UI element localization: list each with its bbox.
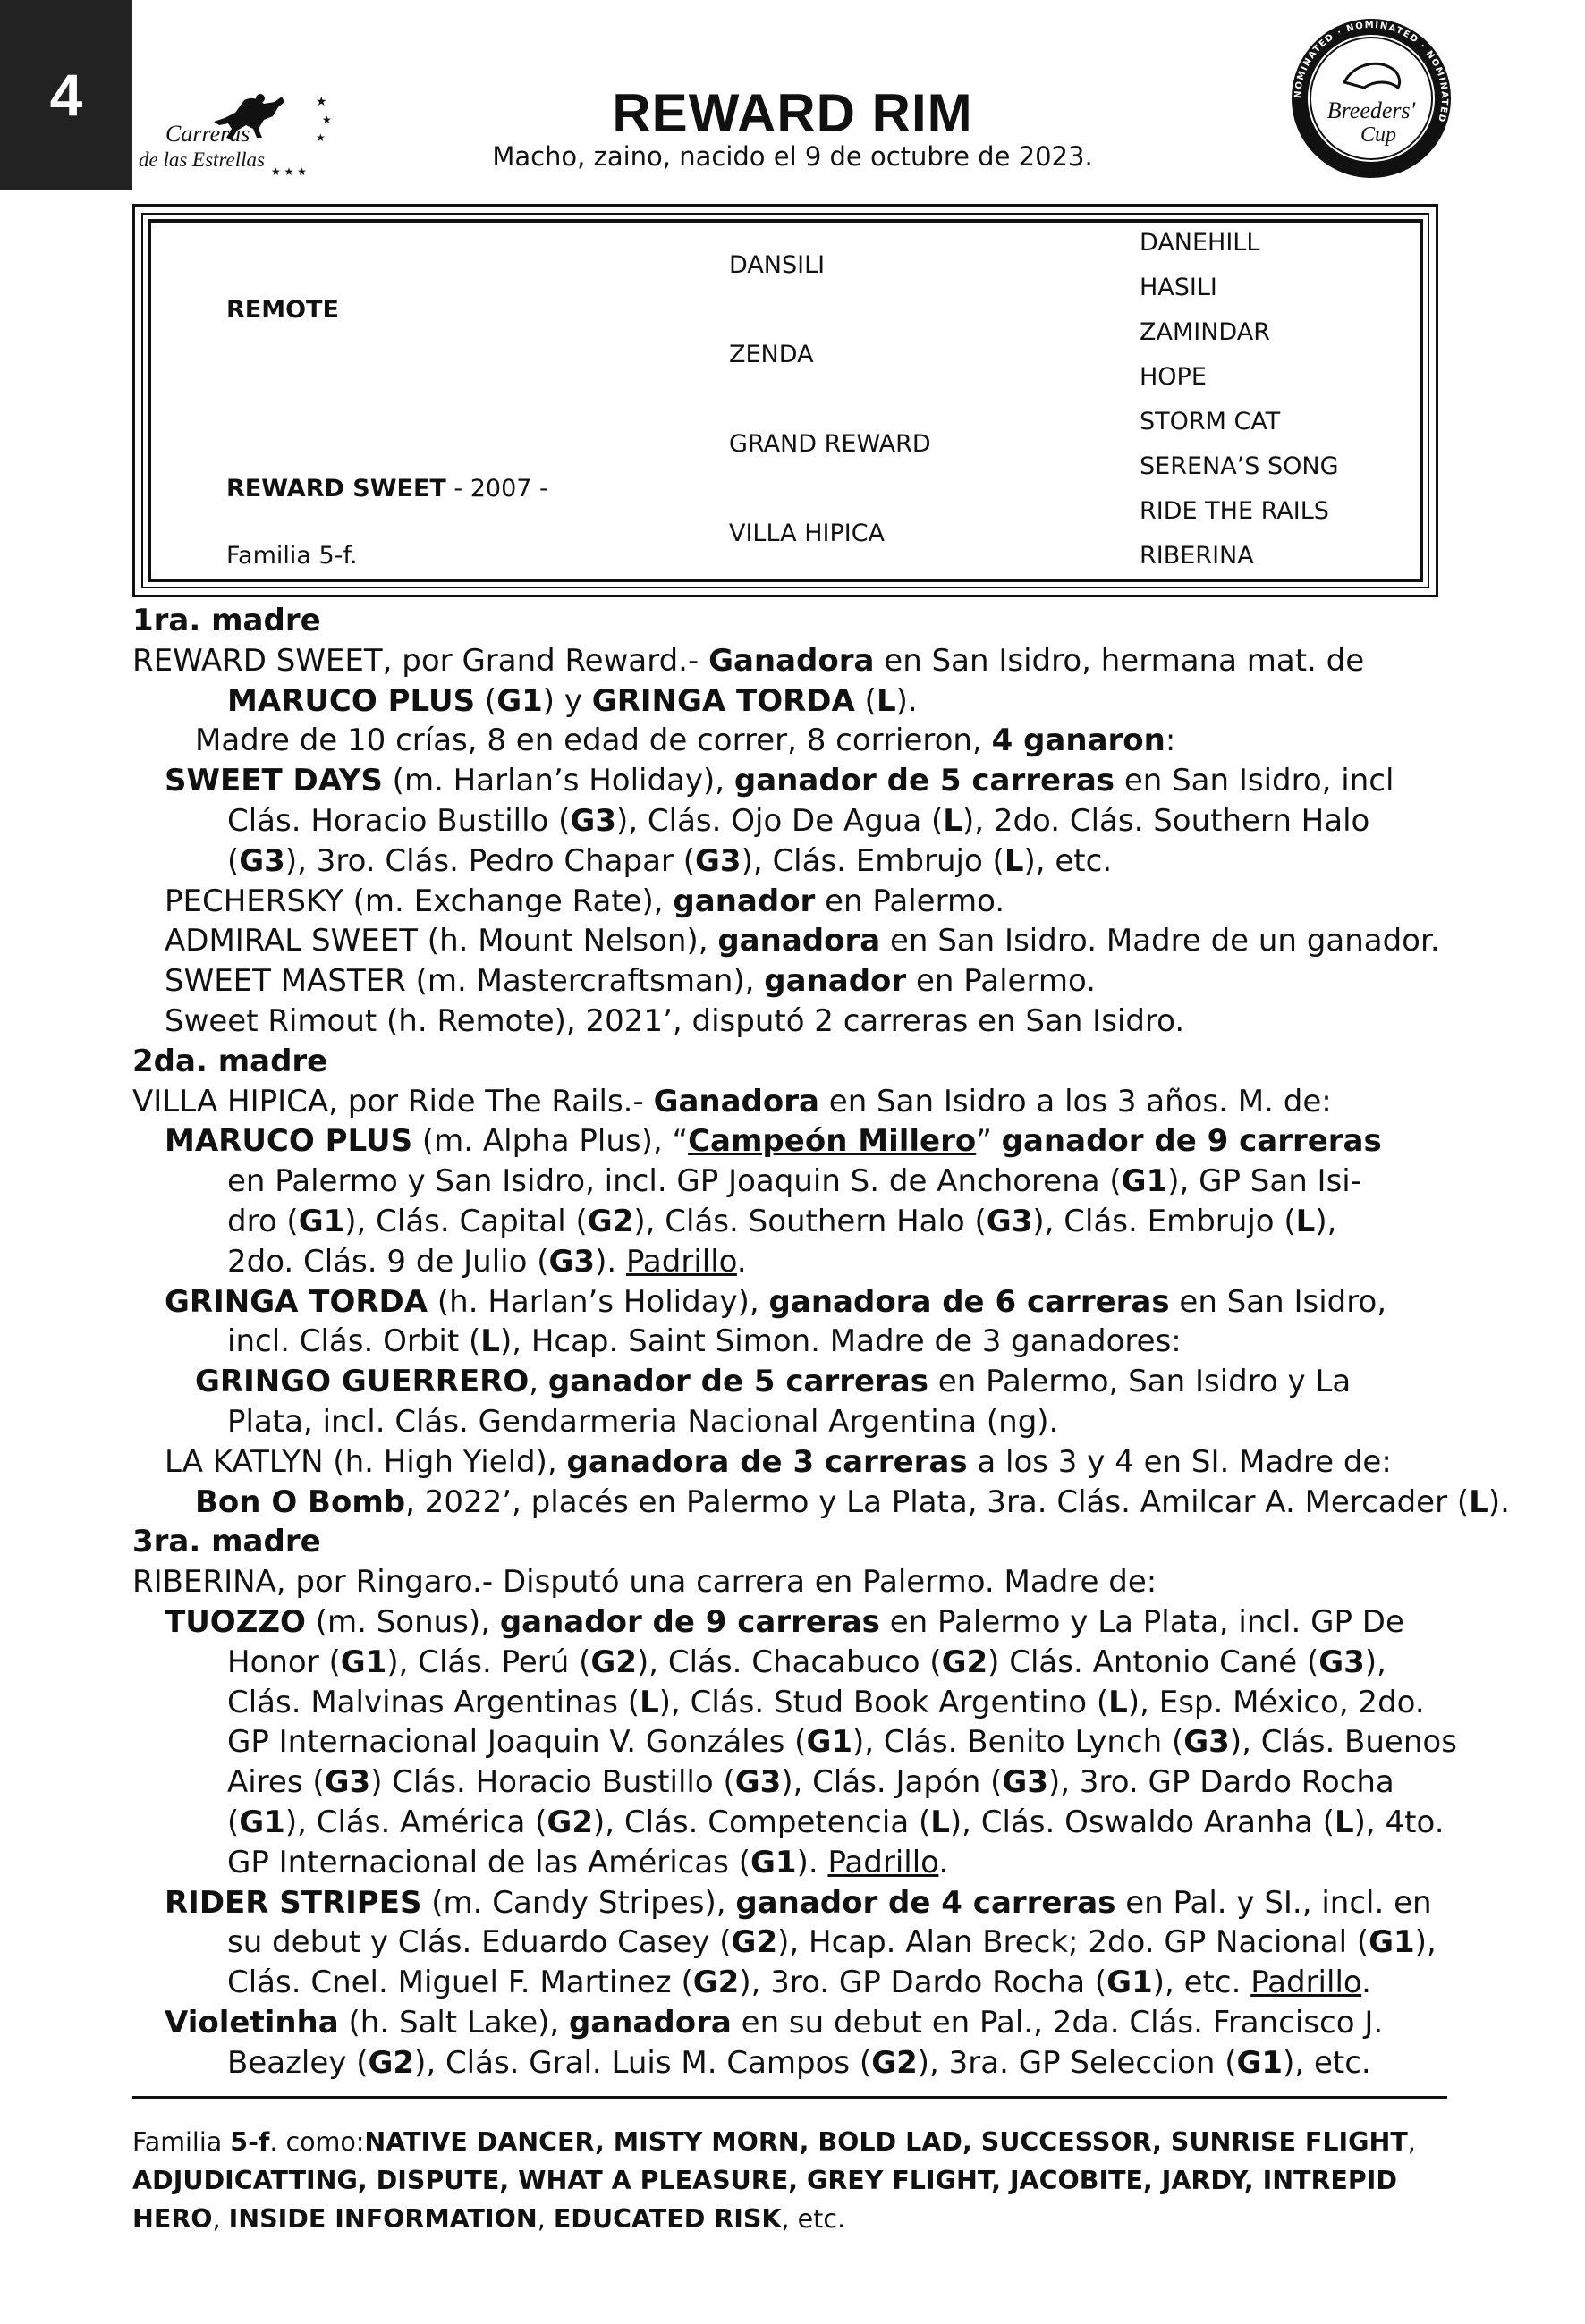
text-segment: Familia bbox=[132, 2127, 231, 2157]
text-segment: G3 bbox=[239, 842, 285, 879]
pedigree-great-grandparent: DANEHILL bbox=[1140, 229, 1260, 257]
text-segment: ), Clás. Oswaldo Aranha ( bbox=[949, 1804, 1335, 1840]
text-segment: (m. Sonus), bbox=[305, 1603, 500, 1640]
text-line bbox=[132, 1162, 1447, 1202]
text-segment: G2 bbox=[587, 1203, 634, 1239]
text-segment: ), etc. bbox=[1152, 1965, 1251, 2001]
pedigree-sire: REMOTE bbox=[226, 296, 339, 324]
text-segment: G1 bbox=[340, 1644, 387, 1680]
text-line bbox=[132, 1963, 1447, 2003]
horse-description: Macho, zaino, nacido el 9 de octubre de 2023. bbox=[492, 141, 1093, 172]
text-segment: L bbox=[1004, 842, 1024, 879]
text-segment: en San Isidro a los 3 años. M. de: bbox=[818, 1083, 1332, 1120]
text-segment: ganadora bbox=[717, 923, 881, 959]
text-segment: Aires ( bbox=[227, 1764, 325, 1801]
text-segment: en San Isidro, bbox=[1169, 1283, 1387, 1320]
text-segment: Honor ( bbox=[227, 1644, 341, 1680]
text-segment: 1ra. madre bbox=[132, 603, 321, 638]
text-segment: ganador de 5 carreras bbox=[547, 1364, 928, 1400]
text-segment: Padrillo bbox=[1250, 1965, 1362, 2001]
text-segment: GP Internacional de las Américas ( bbox=[227, 1844, 750, 1880]
text-segment: ), GP San Isi- bbox=[1167, 1163, 1362, 1200]
text-segment: L bbox=[930, 1804, 950, 1840]
text-segment: L bbox=[1295, 1203, 1316, 1239]
text-segment: Clás. Horacio Bustillo ( bbox=[227, 802, 571, 839]
text-segment: ( bbox=[854, 682, 877, 719]
text-segment: GP Internacional Joaquin V. Gonzáles ( bbox=[227, 1724, 807, 1761]
text-segment: G2 bbox=[731, 1924, 778, 1961]
text-segment: INSIDE INFORMATION bbox=[228, 2204, 538, 2234]
text-segment: ganador bbox=[673, 883, 816, 919]
text-line bbox=[132, 1562, 1447, 1602]
text-segment: Clás. Malvinas Argentinas ( bbox=[227, 1684, 640, 1720]
text-segment: Beazley ( bbox=[227, 2044, 369, 2081]
text-segment: , 2022’, placés en Palermo y La Plata, 3ra. Clás. Amilcar A. Mercader ( bbox=[405, 1483, 1470, 1520]
text-segment: SWEET DAYS bbox=[165, 763, 383, 799]
text-line bbox=[132, 1322, 1447, 1362]
text-segment: G3 bbox=[694, 842, 742, 879]
text-segment: en su debut en Pal., 2da. Clás. Francisco J. bbox=[731, 2004, 1384, 2041]
text-segment: ), bbox=[1414, 1924, 1437, 1961]
footer-line bbox=[132, 2161, 1456, 2200]
text-segment: ganador bbox=[764, 963, 907, 1000]
text-segment: ( bbox=[227, 1804, 240, 1840]
text-segment: L bbox=[1334, 1804, 1354, 1840]
text-line bbox=[132, 641, 1447, 681]
seal-ring-text: NOMINATED · NOMINATED · NOMINATED bbox=[1293, 20, 1450, 124]
text-segment: (m. Candy Stripes), bbox=[421, 1884, 736, 1921]
seal-line1: Breeders' bbox=[1326, 97, 1416, 123]
text-segment: L bbox=[1469, 1483, 1488, 1520]
lot-number: 4 bbox=[0, 0, 132, 190]
text-line bbox=[132, 1803, 1447, 1843]
pedigree-grandparent: DANSILI bbox=[729, 251, 826, 279]
pedigree-great-grandparent: SERENA’S SONG bbox=[1140, 452, 1339, 480]
text-segment: G3 bbox=[986, 1203, 1033, 1239]
text-segment: ganadora de 6 carreras bbox=[768, 1283, 1170, 1320]
text-segment: TUOZZO bbox=[165, 1603, 306, 1640]
text-segment: G1 bbox=[239, 1804, 285, 1840]
produce-record bbox=[132, 601, 1510, 2083]
family-footer bbox=[132, 2123, 1456, 2238]
text-segment: L bbox=[943, 802, 962, 839]
text-line bbox=[132, 1483, 1510, 1523]
text-line bbox=[132, 1602, 1447, 1643]
text-segment: ), Clás. Gral. Luis M. Campos ( bbox=[414, 2044, 872, 2081]
text-segment: ). bbox=[796, 1844, 828, 1880]
text-segment: en Palermo y La Plata, incl. GP De bbox=[879, 1603, 1404, 1640]
text-segment: MARUCO PLUS bbox=[227, 682, 476, 719]
section-heading bbox=[132, 1522, 1447, 1562]
text-segment: (m. Alpha Plus), “ bbox=[412, 1123, 689, 1160]
text-line bbox=[132, 1121, 1447, 1162]
text-segment: 2do. Clás. 9 de Julio ( bbox=[227, 1243, 549, 1280]
text-segment: G1 bbox=[496, 682, 543, 719]
text-segment: RIBERINA, por Ringaro.- Disputó una carrera en Palermo. Madre de: bbox=[132, 1564, 1157, 1601]
text-segment: G1 bbox=[1121, 1163, 1168, 1200]
text-segment: ), Clás. Capital ( bbox=[344, 1203, 588, 1239]
divider bbox=[132, 2096, 1447, 2099]
text-segment: 2da. madre bbox=[132, 1043, 328, 1079]
horse-name: REWARD RIM bbox=[612, 83, 973, 143]
text-segment: REWARD SWEET, por Grand Reward.- bbox=[132, 642, 709, 679]
svg-text:★: ★ bbox=[316, 131, 326, 144]
text-segment: . bbox=[736, 1243, 747, 1280]
text-line bbox=[132, 1402, 1447, 1442]
text-line bbox=[132, 2043, 1447, 2083]
text-segment: ), Clás. Buenos bbox=[1229, 1724, 1457, 1761]
text-segment: G2 bbox=[368, 2044, 415, 2081]
text-segment: ), etc. bbox=[1283, 2044, 1371, 2081]
text-line bbox=[132, 1001, 1447, 1042]
text-segment: Padrillo bbox=[827, 1844, 939, 1880]
text-segment: , bbox=[537, 2204, 554, 2234]
text-segment: ), 2do. Clás. Southern Halo bbox=[962, 802, 1370, 839]
text-segment: ) Clás. Antonio Cané ( bbox=[987, 1644, 1319, 1680]
text-segment: G2 bbox=[871, 2044, 918, 2081]
pedigree-dam: REWARD SWEET - 2007 - bbox=[226, 475, 548, 503]
text-segment: ” bbox=[976, 1123, 1002, 1160]
text-segment: G1 bbox=[298, 1203, 345, 1239]
text-line bbox=[132, 1202, 1447, 1242]
text-segment: ganadora de 3 carreras bbox=[566, 1443, 968, 1480]
text-line bbox=[132, 1722, 1457, 1762]
text-segment: ). bbox=[895, 682, 918, 719]
text-segment: Ganadora bbox=[708, 642, 875, 679]
text-line bbox=[132, 681, 1447, 722]
svg-text:★: ★ bbox=[322, 114, 332, 126]
text-segment: ganador de 9 carreras bbox=[1001, 1123, 1382, 1160]
pedigree-grandparent: VILLA HIPICA bbox=[729, 520, 886, 547]
text-segment: ), Clás. Embrujo ( bbox=[741, 842, 1004, 879]
text-segment: ), 4to. bbox=[1353, 1804, 1445, 1840]
text-segment: EDUCATED RISK bbox=[553, 2204, 782, 2234]
text-line bbox=[132, 921, 1447, 961]
pedigree-great-grandparent: HASILI bbox=[1140, 274, 1217, 301]
text-segment: , etc. bbox=[781, 2204, 846, 2234]
text-segment: ), Clás. Southern Halo ( bbox=[633, 1203, 987, 1239]
logo-line1: Carreras bbox=[165, 121, 250, 147]
text-segment: en Palermo. bbox=[906, 963, 1096, 1000]
text-segment: en San Isidro, hermana mat. de bbox=[874, 642, 1365, 679]
text-segment: Bon O Bomb bbox=[195, 1483, 406, 1520]
text-segment: GRINGO GUERRERO bbox=[195, 1364, 530, 1400]
text-segment: ) Clás. Horacio Bustillo ( bbox=[370, 1764, 735, 1801]
footer-line bbox=[132, 2123, 1456, 2161]
text-segment: Campeón Millero bbox=[688, 1123, 977, 1160]
text-segment: en San Isidro. Madre de un ganador. bbox=[880, 923, 1440, 959]
text-segment: L bbox=[480, 1323, 500, 1360]
text-segment: ), bbox=[1315, 1203, 1337, 1239]
text-segment: en Palermo. bbox=[815, 883, 1005, 919]
text-segment: G3 bbox=[548, 1243, 596, 1280]
text-line bbox=[132, 1683, 1447, 1723]
text-segment: en Pal. y SI., incl. en bbox=[1115, 1884, 1432, 1921]
text-line bbox=[132, 882, 1447, 922]
text-segment: su debut y Clás. Eduardo Casey ( bbox=[227, 1924, 732, 1961]
text-line bbox=[132, 1362, 1447, 1402]
text-segment: 3ra. madre bbox=[132, 1524, 321, 1560]
text-segment: G1 bbox=[1236, 2044, 1284, 2081]
text-line bbox=[132, 961, 1447, 1001]
text-segment: ), Clás. Ojo De Agua ( bbox=[616, 802, 944, 839]
text-segment: Madre de 10 crías, 8 en edad de correr, 8 corrieron, bbox=[195, 723, 992, 759]
text-segment: ADMIRAL SWEET (h. Mount Nelson), bbox=[165, 923, 718, 959]
text-segment: ), Clás. Embrujo ( bbox=[1032, 1203, 1296, 1239]
text-line bbox=[132, 1762, 1447, 1803]
text-line bbox=[132, 1242, 1447, 1282]
text-segment: ), Clás. Benito Lynch ( bbox=[852, 1724, 1184, 1761]
text-segment: , bbox=[212, 2204, 229, 2234]
text-segment: VILLA HIPICA, por Ride The Rails.- bbox=[132, 1083, 654, 1120]
text-segment: ), Hcap. Saint Simon. Madre de 3 ganadores: bbox=[499, 1323, 1182, 1360]
text-segment: Sweet Rimout (h. Remote), 2021’, disputó 2 carreras en San Isidro. bbox=[165, 1002, 1185, 1039]
text-segment: ), Clás. América ( bbox=[284, 1804, 547, 1840]
text-segment: (h. Salt Lake), bbox=[338, 2004, 569, 2041]
text-segment: L bbox=[1108, 1684, 1128, 1720]
text-segment: G3 bbox=[734, 1764, 782, 1801]
text-segment: en Palermo, San Isidro y La bbox=[928, 1364, 1352, 1400]
text-line bbox=[132, 761, 1447, 801]
text-segment: G3 bbox=[324, 1764, 371, 1801]
text-line bbox=[132, 1923, 1447, 1963]
text-segment: ), bbox=[1364, 1644, 1386, 1680]
text-segment: incl. Clás. Orbit ( bbox=[227, 1323, 481, 1360]
text-segment: ), 3ra. GP Seleccion ( bbox=[917, 2044, 1237, 2081]
text-line bbox=[132, 1883, 1447, 1923]
pedigree-great-grandparent: HOPE bbox=[1140, 363, 1207, 391]
text-line bbox=[132, 1843, 1447, 1883]
pedigree-great-grandparent: RIDE THE RAILS bbox=[1140, 497, 1329, 525]
text-segment: . bbox=[1361, 1965, 1371, 2001]
text-segment: G1 bbox=[806, 1724, 853, 1761]
text-segment: G3 bbox=[570, 802, 616, 839]
text-segment: G2 bbox=[590, 1644, 637, 1680]
footer-line bbox=[132, 2200, 1456, 2238]
pedigree-grandparent: GRAND REWARD bbox=[729, 430, 931, 458]
text-line bbox=[132, 2003, 1447, 2043]
pedigree-great-grandparent: ZAMINDAR bbox=[1140, 318, 1270, 346]
text-segment: MARUCO PLUS bbox=[165, 1123, 413, 1160]
text-segment: G3 bbox=[1318, 1644, 1365, 1680]
text-segment: L bbox=[640, 1684, 659, 1720]
pedigree-great-grandparent: RIBERINA bbox=[1140, 542, 1254, 570]
text-segment: Padrillo bbox=[625, 1243, 737, 1280]
text-segment: en San Isidro, incl bbox=[1115, 763, 1394, 799]
text-segment: ), 3ro. GP Dardo Rocha bbox=[1047, 1764, 1394, 1801]
text-segment: ganador de 4 carreras bbox=[735, 1884, 1116, 1921]
seal-line2: Cup bbox=[1360, 123, 1397, 147]
text-segment: ), Esp. México, 2do. bbox=[1127, 1684, 1425, 1720]
text-segment: RIDER STRIPES bbox=[165, 1884, 422, 1921]
text-segment: PECHERSKY (m. Exchange Rate), bbox=[165, 883, 674, 919]
pedigree-family: Familia 5-f. bbox=[226, 542, 358, 570]
svg-text:★: ★ bbox=[316, 95, 327, 109]
text-segment: 4 ganaron bbox=[991, 723, 1165, 759]
text-segment: ganador de 5 carreras bbox=[733, 763, 1115, 799]
text-segment: 5-f bbox=[230, 2127, 270, 2157]
text-segment: : bbox=[1165, 723, 1176, 759]
text-segment: ( bbox=[227, 842, 240, 879]
text-segment: HERO bbox=[132, 2204, 213, 2234]
text-segment: ), Clás. Stud Book Argentino ( bbox=[658, 1684, 1109, 1720]
text-segment: ( bbox=[475, 682, 497, 719]
text-segment: G1 bbox=[1106, 1965, 1153, 2001]
text-segment: ganador de 9 carreras bbox=[499, 1603, 880, 1640]
section-heading bbox=[132, 1042, 1447, 1082]
text-segment: (m. Harlan’s Holiday), bbox=[382, 763, 734, 799]
text-segment: Clás. Cnel. Miguel F. Martinez ( bbox=[227, 1965, 693, 2001]
text-segment: ). bbox=[1488, 1483, 1510, 1520]
text-segment: a los 3 y 4 en SI. Madre de: bbox=[967, 1443, 1392, 1480]
text-segment: LA KATLYN (h. High Yield), bbox=[165, 1443, 567, 1480]
text-line bbox=[132, 721, 1447, 761]
text-segment: ), 3ro. Clás. Pedro Chapar ( bbox=[284, 842, 695, 879]
text-segment: ). bbox=[595, 1243, 626, 1280]
text-segment: GRINGA TORDA bbox=[591, 682, 855, 719]
text-segment: G2 bbox=[692, 1965, 740, 2001]
text-segment: G2 bbox=[547, 1804, 593, 1840]
text-segment: ), Clás. Competencia ( bbox=[592, 1804, 931, 1840]
text-segment: ), Clás. Chacabuco ( bbox=[636, 1644, 942, 1680]
text-segment: ) y bbox=[542, 682, 592, 719]
text-line bbox=[132, 1282, 1447, 1323]
pedigree-box bbox=[132, 204, 1438, 597]
text-line bbox=[132, 1082, 1447, 1122]
text-line bbox=[132, 1643, 1447, 1683]
text-segment: ), etc. bbox=[1023, 842, 1113, 879]
text-segment: Ganadora bbox=[653, 1083, 819, 1120]
pedigree-great-grandparent: STORM CAT bbox=[1140, 408, 1281, 435]
text-line bbox=[132, 1442, 1447, 1483]
text-segment: , bbox=[529, 1364, 548, 1400]
text-segment: G1 bbox=[1369, 1924, 1415, 1961]
text-segment: ), Hcap. Alan Breck; 2do. GP Nacional ( bbox=[777, 1924, 1369, 1961]
text-line bbox=[132, 841, 1447, 882]
text-segment: en Palermo y San Isidro, incl. GP Joaquin S. de Anchorena ( bbox=[227, 1163, 1122, 1200]
text-segment: ), 3ro. GP Dardo Rocha ( bbox=[739, 1965, 1107, 2001]
text-segment: . bbox=[938, 1844, 949, 1880]
text-line bbox=[132, 801, 1447, 841]
text-segment: Plata, incl. Clás. Gendarmeria Nacional Argentina (ng). bbox=[227, 1403, 1059, 1440]
text-segment: G2 bbox=[941, 1644, 988, 1680]
text-segment: G1 bbox=[750, 1844, 797, 1880]
section-heading bbox=[132, 601, 1447, 641]
text-segment: ), Clás. Japón ( bbox=[781, 1764, 1003, 1801]
text-segment: GRINGA TORDA bbox=[165, 1283, 428, 1320]
text-segment: ganadora bbox=[569, 2004, 732, 2041]
text-segment: L bbox=[876, 682, 896, 719]
text-segment: Violetinha bbox=[165, 2004, 339, 2041]
logo-line2: de las Estrellas bbox=[139, 148, 265, 171]
svg-text:★ ★ ★: ★ ★ ★ bbox=[271, 165, 307, 178]
text-segment: (h. Harlan’s Holiday), bbox=[428, 1283, 769, 1320]
text-segment: NATIVE DANCER, MISTY MORN, BOLD LAD, SUCCESSOR, SUNRISE FLIGHT bbox=[364, 2127, 1408, 2157]
pedigree-grandparent: ZENDA bbox=[729, 341, 814, 368]
text-segment: . como: bbox=[269, 2127, 365, 2157]
text-segment: , bbox=[1407, 2127, 1416, 2157]
text-segment: G3 bbox=[1183, 1724, 1230, 1761]
text-segment: SWEET MASTER (m. Mastercraftsman), bbox=[165, 963, 765, 1000]
text-segment: ADJUDICATTING, DISPUTE, WHAT A PLEASURE, GREY FLIGHT, JACOBITE, JARDY, INTREPID bbox=[132, 2166, 1398, 2195]
text-segment: G3 bbox=[1002, 1764, 1048, 1801]
text-segment: dro ( bbox=[227, 1203, 299, 1239]
text-segment: ), Clás. Perú ( bbox=[386, 1644, 591, 1680]
